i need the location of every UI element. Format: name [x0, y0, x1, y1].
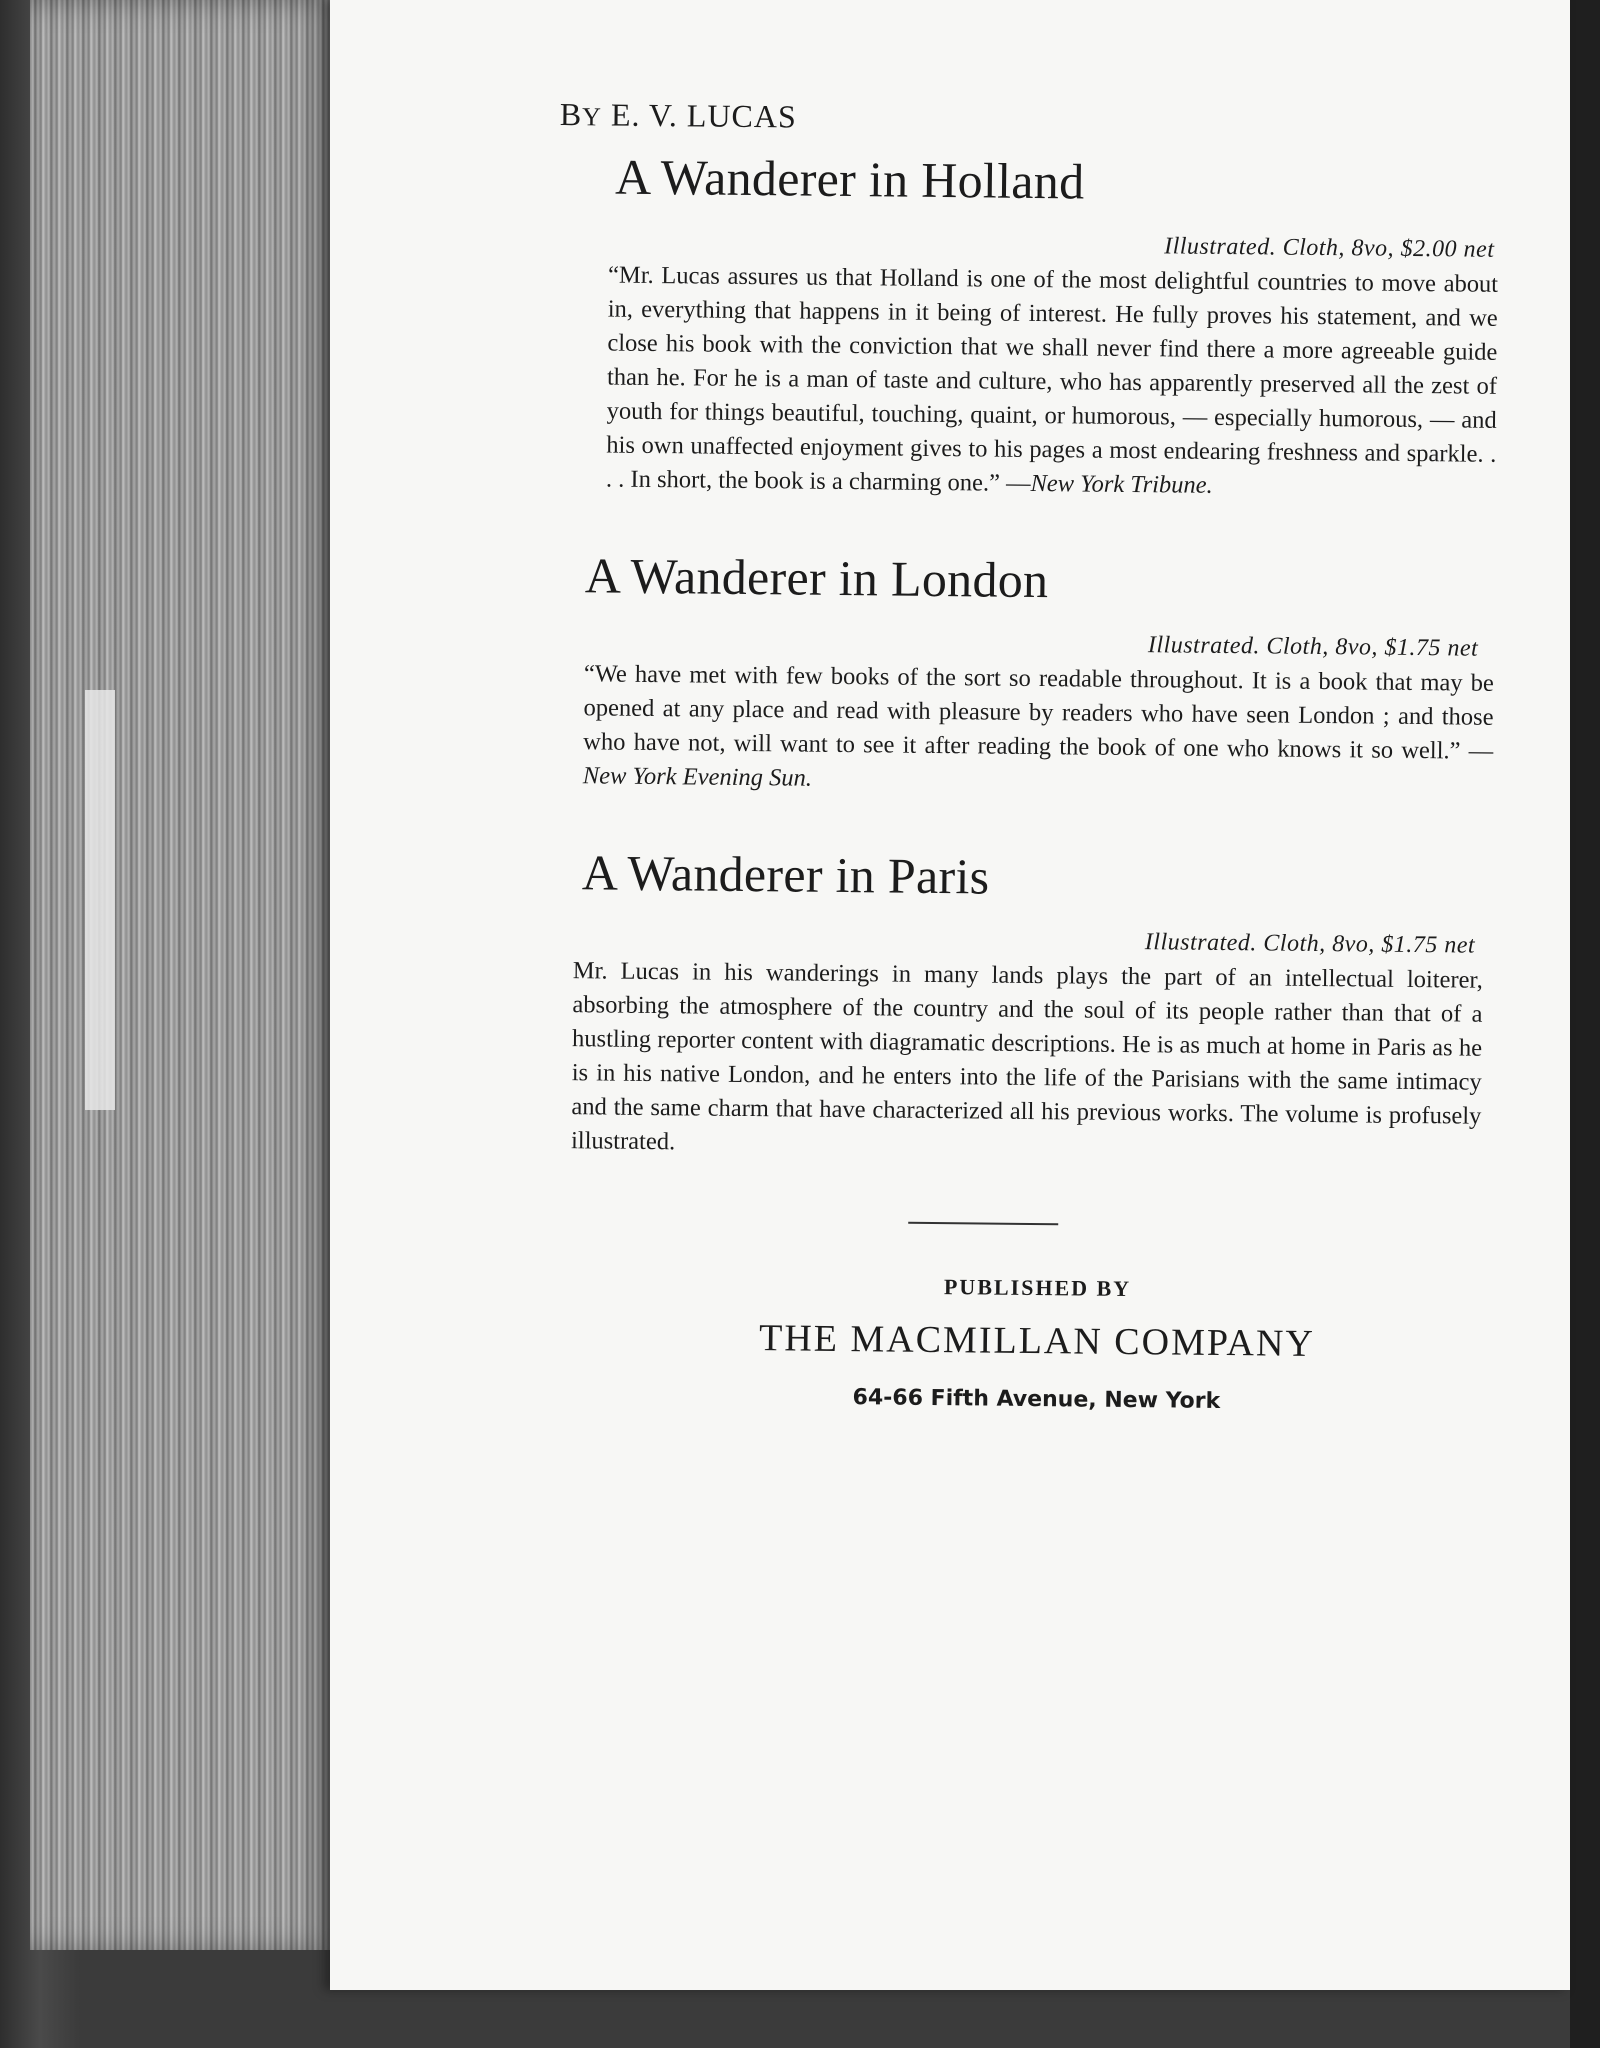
- book-format: Illustrated. Cloth, 8vo, $1.75 net: [1144, 929, 1476, 959]
- blurb-text: “Mr. Lucas assures us that Holland is one of the most delightful countries to move about in, everything that happens in it being of interest. He fully proves his statement, and we close his book with the conviction that we shall never find there a more agreeable guide than he. For he is a man of taste and culture, who has apparently preserved all the zest of youth for things beautiful, touching, quaint, or humorous, — especially humorous, — and his own unaffected enjoyment gives to his pages a most endearing freshness and sparkle. . . . In short, the book is a charming one.” —: [605, 261, 1499, 497]
- divider-rule: [908, 1222, 1058, 1226]
- page-content: [546, 96, 1500, 1417]
- publisher-name: THE MACMILLAN COMPANY: [758, 1317, 1316, 1365]
- author-prefix-rest: Y: [581, 102, 603, 132]
- blurb-source: New York Tribune.: [1030, 469, 1213, 499]
- publisher-address: 64-66 Fifth Avenue, New York: [852, 1385, 1221, 1414]
- book-title: A Wanderer in Paris: [581, 844, 990, 905]
- author-prefix-initial: B: [559, 96, 583, 133]
- author-name: E. V. LUCAS: [610, 96, 797, 135]
- binding-shadow: [1570, 0, 1600, 2048]
- page-edges: [30, 0, 344, 1950]
- book-blurb: [583, 657, 1494, 803]
- book-blurb: [571, 954, 1483, 1168]
- blurb-text: Mr. Lucas in his wanderings in many lands plays the part of an intellectual loiterer, absorbing the atmosphere of the country and the soul of its people rather than that of a hustling reporter content with diagramatic descriptions. He is as much at home in Paris as he is in his native London, and he enters into the life of the Parisians with the same intimacy and the same charm that have characterized all his previous works. The volume is profusely illustrated.: [570, 957, 1483, 1156]
- blurb-text: “We have met with few books of the sort so readable throughout. It is a book that may be opened at any place and read with pleasure by readers who have seen London ; and those who have not, will want to see it after reading the book of one who knows it so well.” —: [583, 660, 1495, 765]
- book-title: A Wanderer in Holland: [614, 148, 1085, 210]
- book-title: A Wanderer in London: [584, 547, 1049, 609]
- blurb-source: New York Evening Sun.: [582, 762, 813, 792]
- book-format: Illustrated. Cloth, 8vo, $2.00 net: [1164, 233, 1495, 263]
- book-format: Illustrated. Cloth, 8vo, $1.75 net: [1147, 632, 1479, 662]
- book-section-paris: [549, 843, 1492, 1168]
- book-blurb: [606, 259, 1498, 506]
- book-section-london: [553, 546, 1496, 803]
- book-section-holland: [556, 147, 1500, 506]
- published-by-label: PUBLISHED BY: [943, 1274, 1132, 1302]
